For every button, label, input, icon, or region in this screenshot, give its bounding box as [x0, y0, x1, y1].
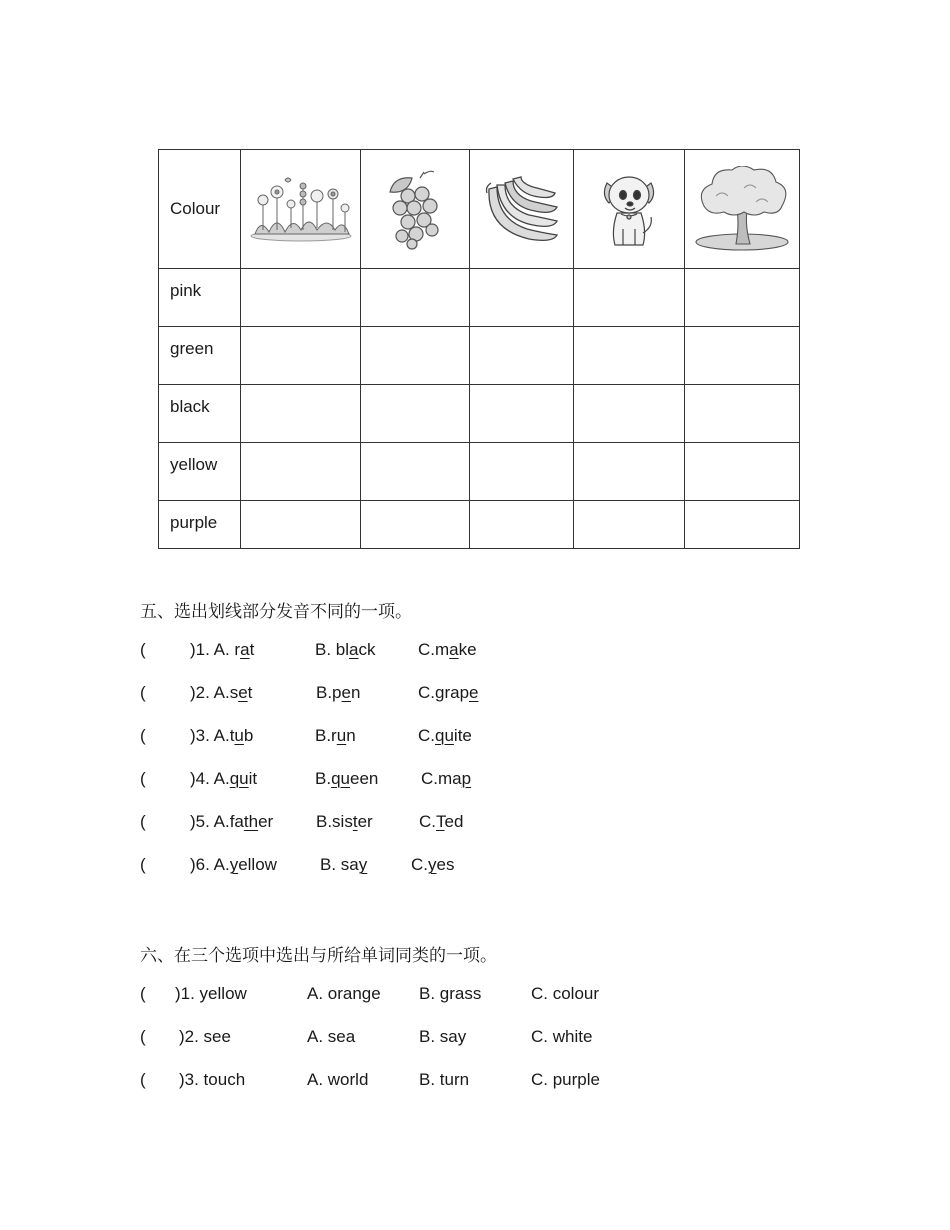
answer-cell — [241, 327, 361, 385]
colour-header-label: Colour — [170, 199, 221, 218]
option-text: B. bl — [315, 640, 350, 659]
option-text: er — [357, 812, 373, 831]
option-text: een — [349, 769, 379, 788]
picture-cell — [574, 150, 685, 269]
option-text: B.sis — [316, 812, 353, 831]
option-text: C.m — [418, 640, 450, 659]
section6-heading: 六、在三个选项中选出与所给单词同类的一项。 — [140, 946, 497, 966]
underlined-letters: e — [341, 683, 351, 702]
answer-cell — [574, 327, 685, 385]
option-c: C. colour — [531, 984, 600, 1003]
picture-cell — [361, 150, 470, 269]
answer-cell — [685, 443, 800, 501]
underlined-letters: t — [352, 812, 358, 831]
option-text: ite — [453, 726, 472, 745]
underlined-letters: qu — [331, 769, 350, 788]
flowers-icon — [247, 174, 355, 244]
given-word: )1. yellow — [175, 984, 247, 1003]
underlined-letters: a — [349, 640, 359, 659]
answer-paren: ( — [140, 812, 146, 831]
underlined-letters: p — [461, 769, 472, 788]
colour-header-cell — [159, 150, 241, 269]
option-text: r — [234, 640, 241, 659]
table-row — [159, 443, 800, 501]
option-b — [316, 812, 373, 832]
answer-cell — [685, 385, 800, 443]
option-b — [316, 683, 360, 703]
option-c — [411, 855, 454, 875]
option-text: ed — [444, 812, 464, 831]
option-text: it — [248, 769, 258, 788]
given-word: )3. touch — [179, 1070, 246, 1089]
option-a: A. sea — [307, 1027, 356, 1046]
answer-cell — [574, 269, 685, 327]
option-c: C. white — [531, 1027, 593, 1046]
bananas-icon — [483, 173, 561, 245]
question-number: )3. A. — [190, 726, 230, 745]
answer-cell — [361, 443, 470, 501]
option-text: n — [346, 726, 356, 745]
option-text: t — [249, 640, 255, 659]
option-text: B. sa — [320, 855, 359, 874]
question-number: )1. A. — [190, 640, 235, 659]
option-c — [418, 726, 472, 746]
option-c — [418, 683, 479, 703]
option-text: ellow — [238, 855, 277, 874]
underlined-letters: y — [358, 855, 368, 874]
option-a — [190, 726, 253, 746]
underlined-letters: a — [240, 640, 250, 659]
table-row — [159, 269, 800, 327]
underlined-letters: y — [229, 855, 239, 874]
answer-cell — [241, 385, 361, 443]
section5-heading: 五、选出划线部分发音不同的一项。 — [140, 602, 412, 622]
option-text: ck — [358, 640, 376, 659]
underlined-letters: a — [449, 640, 459, 659]
answer-paren: ( — [140, 1027, 146, 1046]
colour-row-label: yellow — [159, 443, 241, 501]
option-a — [190, 683, 252, 703]
option-c — [418, 640, 477, 660]
colour-row-label: green — [159, 327, 241, 385]
answer-cell — [574, 385, 685, 443]
answer-cell — [470, 443, 574, 501]
question-number: )2. A. — [190, 683, 230, 702]
answer-paren: ( — [140, 683, 146, 702]
question-number: )6. A. — [190, 855, 230, 874]
picture-cell — [470, 150, 574, 269]
option-text: er — [258, 812, 274, 831]
underlined-letters: T — [436, 812, 445, 831]
given-word: )2. see — [179, 1027, 231, 1046]
option-text: b — [243, 726, 254, 745]
colour-row-label: black — [159, 385, 241, 443]
underlined-letters: qu — [435, 726, 454, 745]
answer-cell — [470, 385, 574, 443]
option-b: B. turn — [419, 1070, 470, 1089]
option-c: C. purple — [531, 1070, 600, 1089]
option-text: B.p — [316, 683, 342, 702]
option-a — [190, 769, 257, 789]
picture-cell — [685, 150, 800, 269]
option-text: fa — [229, 812, 244, 831]
answer-cell — [361, 327, 470, 385]
option-b — [315, 726, 356, 746]
option-a — [190, 855, 277, 875]
answer-cell — [361, 501, 470, 549]
underlined-letters: th — [243, 812, 259, 831]
option-text: B. — [315, 769, 332, 788]
table-row — [159, 501, 800, 549]
answer-paren: ( — [140, 1070, 146, 1089]
option-text: n — [351, 683, 361, 702]
underlined-letters: qu — [229, 769, 249, 788]
answer-paren: ( — [140, 984, 146, 1003]
table-row — [159, 327, 800, 385]
colour-table — [158, 149, 800, 549]
answer-cell — [685, 269, 800, 327]
answer-paren: ( — [140, 855, 146, 874]
grapes-icon — [380, 168, 450, 250]
option-c — [421, 769, 471, 789]
answer-cell — [470, 501, 574, 549]
underlined-letters: u — [234, 726, 244, 745]
option-b — [315, 640, 376, 660]
answer-paren: ( — [140, 726, 146, 745]
option-b: B. grass — [419, 984, 482, 1003]
option-text: t — [229, 726, 235, 745]
option-text: C. — [411, 855, 428, 874]
puppy-icon — [599, 169, 659, 249]
option-a: A. world — [307, 1070, 369, 1089]
colour-row-label: pink — [159, 269, 241, 327]
option-b: B. say — [419, 1027, 467, 1046]
answer-cell — [685, 501, 800, 549]
underlined-letters: u — [336, 726, 347, 745]
answer-cell — [361, 269, 470, 327]
answer-cell — [241, 501, 361, 549]
answer-cell — [241, 269, 361, 327]
colour-row-label: purple — [159, 501, 241, 549]
question-number: )4. A. — [190, 769, 230, 788]
answer-paren: ( — [140, 640, 146, 659]
option-text: C.ma — [421, 769, 462, 788]
answer-cell — [574, 443, 685, 501]
answer-cell — [685, 327, 800, 385]
answer-cell — [574, 501, 685, 549]
answer-cell — [241, 443, 361, 501]
option-text: ke — [458, 640, 477, 659]
question-number: )5. A. — [190, 812, 230, 831]
option-text: s — [229, 683, 239, 702]
option-text: B.r — [315, 726, 337, 745]
option-c — [419, 812, 463, 832]
option-text: t — [247, 683, 253, 702]
answer-paren: ( — [140, 769, 146, 788]
option-text: C. — [419, 812, 436, 831]
option-a — [190, 640, 254, 660]
option-b — [315, 769, 378, 789]
option-text: es — [436, 855, 455, 874]
option-text: C. — [418, 726, 435, 745]
option-text: C.grap — [418, 683, 470, 702]
answer-cell — [361, 385, 470, 443]
option-a: A. orange — [307, 984, 381, 1003]
underlined-letters: y — [428, 855, 437, 874]
picture-cell — [241, 150, 361, 269]
table-row — [159, 385, 800, 443]
underlined-letters: e — [469, 683, 479, 702]
table-header-row — [159, 150, 800, 269]
answer-cell — [470, 269, 574, 327]
option-a — [190, 812, 273, 832]
answer-cell — [470, 327, 574, 385]
option-b — [320, 855, 367, 875]
tree-icon — [694, 166, 790, 252]
underlined-letters: e — [238, 683, 248, 702]
